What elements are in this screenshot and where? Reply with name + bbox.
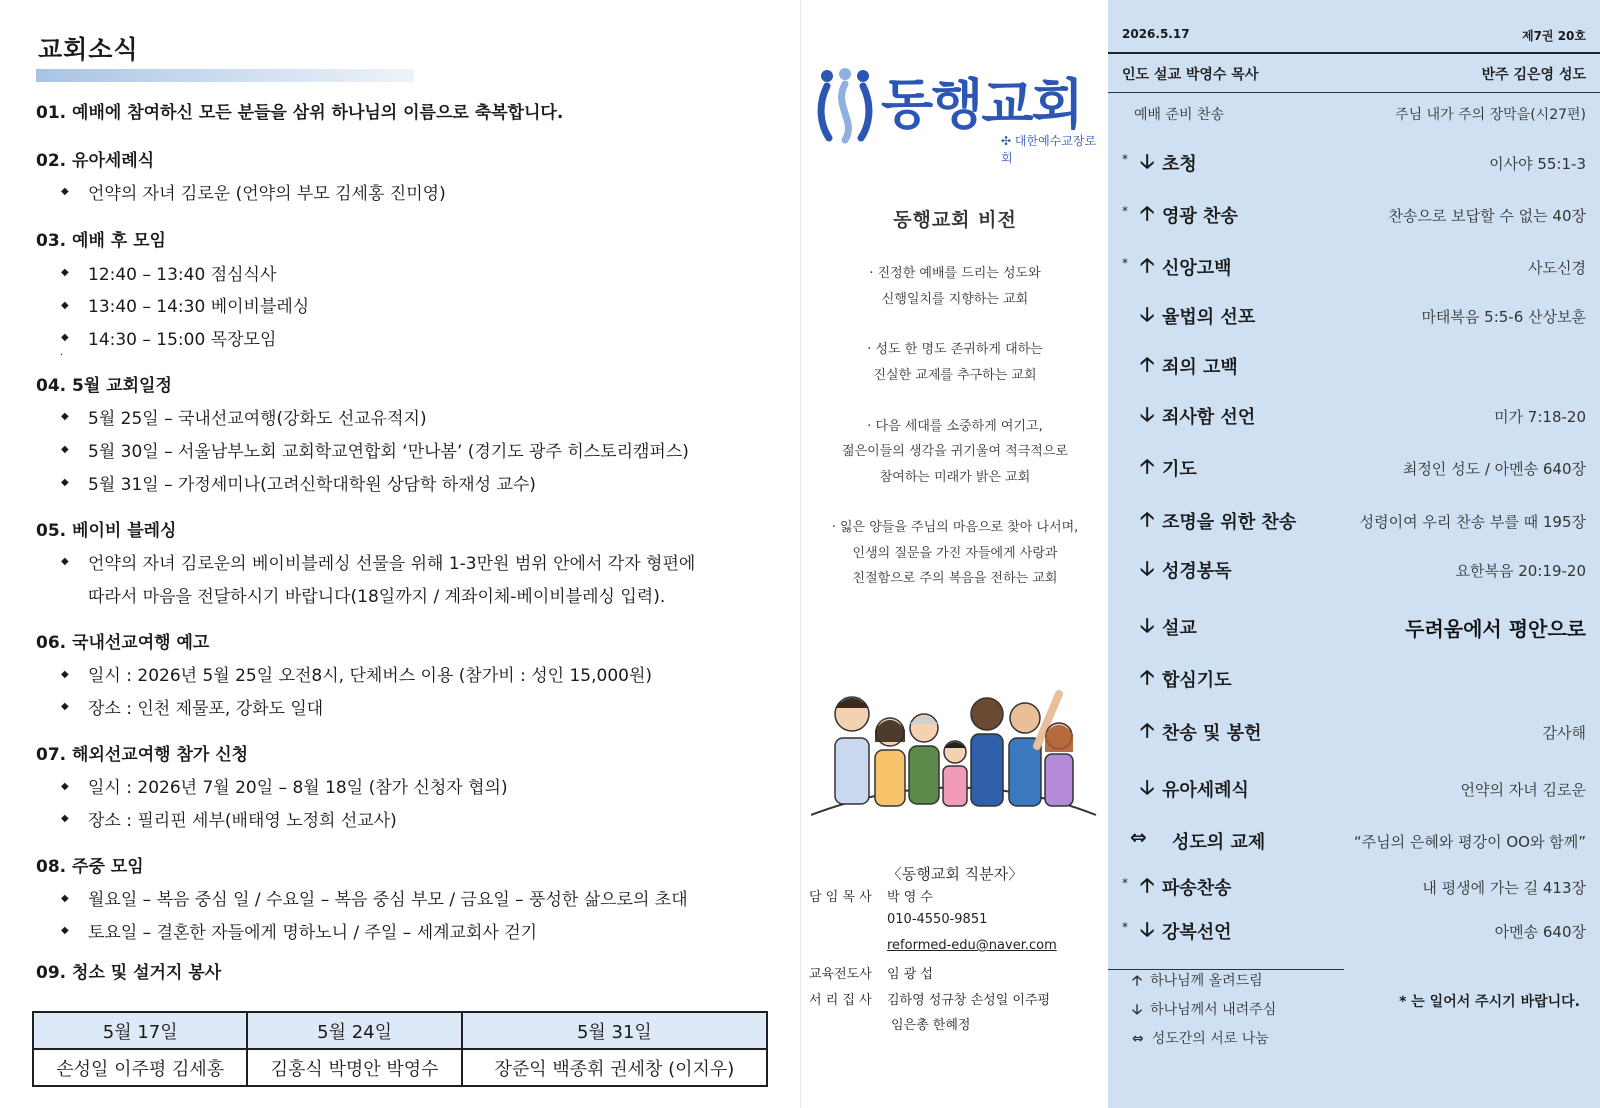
arrow-up-icon: 🡡 [1132,973,1143,989]
arrow-down-icon: 🡣 [1140,613,1155,637]
church-news-title: 교회소식 [38,35,139,64]
logo-church-name: 동행교회 [881,73,1082,136]
section-05-item-continued: 따라서 마음을 전달하시기 바랍니다(18일까지 / 계좌이체-베이비블레싱 입력). [88,587,666,607]
section-05-heading: 05. 베이비 블레싱 [36,521,177,541]
staff-name: 임 광 섭 [887,967,933,982]
order-item-value: 아멘송 640장 [1494,923,1586,941]
section-04-heading: 04. 5월 교회일정 [36,376,172,396]
order-item-name: 강복선언 [1162,922,1232,943]
order-item-value: 사도신경 [1528,259,1586,277]
section-04-item: 5월 30일 – 서울남부노회 교회학교연합회 ‘만나봄’ (경기도 광주 히스토리캠퍼스) [88,442,689,462]
bullet-icon: ◆ [61,669,69,680]
worship-order-panel [1108,0,1600,1108]
staff-name: 박 영 수 [887,890,933,905]
order-item-name: 예배 준비 찬송 [1134,107,1225,123]
arrow-up-icon: 🡡 [1140,665,1155,689]
bullet-icon: ◆ [61,925,69,936]
bulletin-volume: 제7권 20호 [1521,29,1586,43]
staff-name: 김하영 성규창 손성일 이주평 [887,993,1051,1008]
people-logo-icon [815,66,877,144]
vision-line: · 잃은 양들을 주님의 마음으로 찾아 나서며, [831,520,1079,535]
bullet-icon: ◆ [61,781,69,792]
arrow-up-icon: 🡡 [1140,201,1155,225]
worship-leader: 인도 설교 박영수 목사 [1122,67,1259,83]
arrow-down-icon: 🡣 [1140,149,1155,173]
standing-note: * 는 일어서 주시기 바랍니다. [1399,994,1580,1010]
pastor-phone: 010-4550-9851 [887,912,988,927]
cleaning-schedule-table [32,1011,768,1087]
table-row [33,1049,767,1086]
staff-title: 〈동행교회 직분자〉 [886,865,1024,883]
table-cell-date: 5월 31일 [462,1012,767,1049]
bullet-icon: ◆ [61,300,69,311]
table-cell-names: 김홍식 박명안 박영수 [247,1049,461,1086]
order-item-name: 찬송 및 봉헌 [1162,723,1262,744]
section-06-heading: 06. 국내선교여행 예고 [36,633,210,653]
bullet-icon: ◆ [61,893,69,904]
order-item-name: 파송찬송 [1162,878,1232,899]
staff-role: 담 임 목 사 [809,890,872,905]
arrow-down-icon: 🡣 [1140,775,1155,799]
order-item-value: “주님의 은혜와 평강이 OO와 함께” [1353,833,1586,851]
order-item-value: 최정인 성도 / 아멘송 640장 [1402,460,1586,478]
legend-text: 하나님께서 내려주심 [1150,1002,1277,1018]
order-item-value: 이사야 55:1-3 [1489,155,1586,173]
divider [1108,52,1600,54]
vision-line: 젊은이들의 생각을 귀기울여 적극적으로 [842,444,1068,459]
table-cell-date: 5월 17일 [33,1012,247,1049]
legend-item [1132,1028,1269,1048]
vision-line: · 성도 한 명도 존귀하게 대하는 [867,342,1043,357]
section-02-item: 언약의 자녀 김로운 (언약의 부모 김세홍 진미영) [88,184,446,204]
bullet-icon: ◆ [61,411,69,422]
section-04-item: 5월 25일 – 국내선교여행(강화도 선교유적지) [88,409,427,429]
order-item-value: 성령이여 우리 찬송 부를 때 195장 [1359,513,1586,531]
order-item-value: 내 평생에 가는 길 413장 [1422,879,1586,897]
table-cell-names: 장준익 백종휘 권세창 (이지우) [462,1049,767,1086]
section-02-heading: 02. 유아세례식 [36,151,155,171]
order-item-name: 유아세례식 [1162,780,1249,801]
section-09-heading: 09. 청소 및 설거지 봉사 [36,963,222,983]
order-item-name: 영광 찬송 [1162,206,1238,227]
order-item-name: 성경봉독 [1162,561,1232,582]
standing-marker: * [1122,204,1128,218]
section-04-item: 5월 31일 – 가정세미나(고려신학대학원 상담학 하재성 교수) [88,475,536,495]
section-01-heading: 01. 예배에 참여하신 모든 분들을 삼위 하나님의 이름으로 축복합니다. [36,103,564,123]
family-illustration [811,680,1101,820]
standing-marker: * [1122,256,1128,270]
logo-denomination-text: 대한예수교장로회 [1001,134,1097,165]
bullet-icon: ◆ [61,332,69,343]
church-logo [815,62,1105,165]
section-08-heading: 08. 주중 모임 [36,857,144,877]
church-vision-panel [800,0,1108,1108]
order-item-value: 마태복음 5:5-6 산상보훈 [1421,308,1586,326]
section-08-item: 토요일 – 결혼한 자들에게 명하노니 / 주일 – 세계교회사 걷기 [88,923,538,943]
bullet-icon: ◆ [61,186,69,197]
staff-role: 교육전도사 [809,967,872,982]
order-item-name: 신앙고백 [1162,258,1232,279]
bullet-icon: ◆ [61,701,69,712]
order-item-name: 기도 [1162,459,1197,480]
arrow-down-icon: 🡣 [1140,302,1155,326]
arrow-up-icon: 🡡 [1140,507,1155,531]
legend-text: 성도간의 서로 나눔 [1151,1031,1269,1047]
section-07-item: 일시 : 2026년 7월 20일 – 8월 18일 (참가 신청자 협의) [88,778,508,798]
arrow-down-icon: 🡣 [1140,917,1155,941]
accompanist: 반주 김은영 성도 [1481,67,1586,83]
vision-line: 친절함으로 주의 복음을 전하는 교회 [852,571,1058,586]
section-07-item: 장소 : 필리핀 세부(배태영 노정희 선교사) [88,811,397,831]
order-item-value: 요한복음 20:19-20 [1455,562,1586,580]
pastor-email-link[interactable]: reformed-edu@naver.com [887,938,1057,953]
legend-item [1132,999,1276,1023]
title-underline-bar [36,69,414,82]
arrow-up-icon: 🡡 [1140,873,1155,897]
arrow-down-icon: 🡣 [1140,556,1155,580]
table-header-row [33,1012,767,1049]
vision-line: · 다음 세대를 소중하게 여기고, [867,419,1043,434]
legend-text: 하나님께 올려드림 [1150,973,1263,989]
arrow-both-icon: ⇔ [1130,825,1147,849]
order-item-name: 성도의 교제 [1172,832,1266,853]
bullet-icon: ◆ [61,477,69,488]
section-06-item: 장소 : 인천 제물포, 강화도 일대 [88,699,324,719]
order-item-value: 언약의 자녀 김로운 [1460,781,1586,799]
arrow-up-icon: 🡡 [1140,253,1155,277]
order-item-value: 주님 내가 주의 장막을(시27편) [1395,107,1586,123]
bullet-icon: ◆ [61,267,69,278]
bullet-icon: ◆ [61,444,69,455]
standing-marker: * [1122,876,1128,890]
arrow-both-icon: ⇔ [1132,1031,1144,1047]
section-03-item: 12:40 – 13:40 점심식사 [88,265,277,285]
order-item-value: 미가 7:18-20 [1494,408,1586,426]
arrow-up-icon: 🡡 [1140,352,1155,376]
section-03-item: 14:30 – 15:00 목장모임 [88,330,277,350]
cross-icon: ✣ [1001,134,1012,148]
vision-line: 신행일치를 지향하는 교회 [881,292,1029,307]
section-05-item: 언약의 자녀 김로운의 베이비블레싱 선물을 위해 1-3만원 범위 안에서 각자 형편에 [88,554,696,574]
section-06-item: 일시 : 2026년 5월 25일 오전8시, 단체버스 이용 (참가비 : 성인 15,000원) [88,666,653,686]
order-item-value: 감사해 [1542,724,1586,742]
order-item-name: 합심기도 [1162,670,1232,691]
section-07-heading: 07. 해외선교여행 참가 신청 [36,745,249,765]
standing-marker: * [1122,920,1128,934]
order-item-name: 율법의 선포 [1162,307,1256,328]
divider [1108,92,1600,93]
bullet-icon: ◆ [61,556,69,567]
order-item-value: 두려움에서 평안으로 [1405,617,1586,641]
staff-role: 서 리 집 사 [809,993,872,1008]
arrow-up-icon: 🡡 [1140,718,1155,742]
standing-marker: * [1122,152,1128,166]
table-cell-names: 손성일 이주평 김세홍 [33,1049,247,1086]
stray-dot: · [60,350,64,361]
vision-line: 진실한 교제를 추구하는 교회 [873,368,1037,383]
arrow-down-icon: 🡣 [1140,402,1155,426]
order-item-name: 죄사함 선언 [1162,407,1256,428]
staff-name: 임은총 한혜정 [891,1018,971,1033]
logo-denomination [1001,132,1105,166]
legend-item [1132,970,1263,994]
order-item-value: 찬송으로 보답할 수 없는 40장 [1388,207,1586,225]
table-cell-date: 5월 24일 [247,1012,461,1049]
vision-line: · 진정한 예배를 드리는 성도와 [869,266,1041,281]
vision-title: 동행교회 비전 [893,209,1017,231]
order-item-name: 죄의 고백 [1162,357,1238,378]
bullet-icon: ◆ [61,813,69,824]
vision-line: 인생의 질문을 가진 자들에게 사랑과 [852,546,1058,561]
order-item-name: 설교 [1162,618,1197,639]
section-03-heading: 03. 예배 후 모임 [36,231,166,251]
order-item-name: 조명을 위한 찬송 [1162,512,1297,533]
bulletin-date: 2026.5.17 [1122,27,1190,41]
arrow-up-icon: 🡡 [1140,454,1155,478]
section-03-item: 13:40 – 14:30 베이비블레싱 [88,297,310,317]
vision-line: 참여하는 미래가 밝은 교회 [879,470,1031,485]
order-item-name: 초청 [1162,154,1197,175]
section-08-item: 월요일 – 복음 중심 일 / 수요일 – 복음 중심 부모 / 금요일 – 풍성한 삶으로의 초대 [88,890,688,910]
arrow-down-icon: 🡣 [1132,1002,1143,1018]
